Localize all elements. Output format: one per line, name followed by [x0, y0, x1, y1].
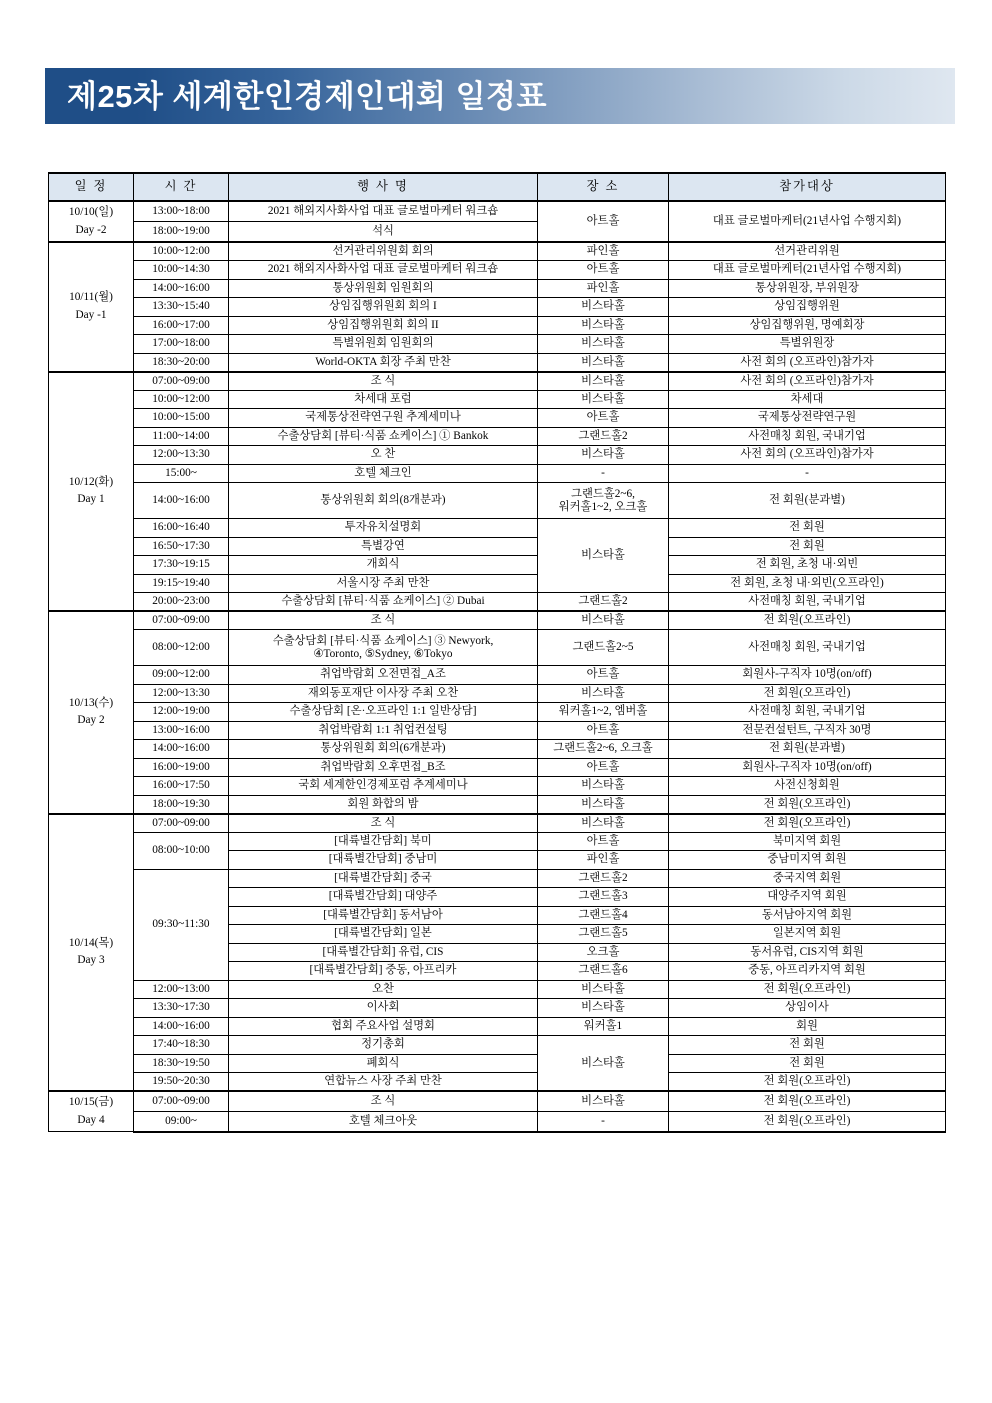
schedule-event-cell: 특별강연	[229, 537, 538, 556]
schedule-date-cell: 10/14(목) Day 3	[49, 814, 134, 1092]
schedule-participants-cell: 전 회원(오프라인)	[669, 1111, 946, 1131]
schedule-participants-cell: 국제통상전략연구원	[669, 409, 946, 428]
schedule-participants-cell: 사전매칭 회원, 국내기업	[669, 427, 946, 446]
schedule-event-cell: 이사회	[229, 999, 538, 1018]
schedule-event-cell: 오 찬	[229, 446, 538, 465]
schedule-event-cell: 협회 주요사업 설명회	[229, 1017, 538, 1036]
schedule-participants-cell: 사전매칭 회원, 국내기업	[669, 703, 946, 722]
schedule-event-cell: [대륙별간담회] 중국	[229, 869, 538, 888]
table-row	[49, 409, 946, 428]
schedule-time-cell: 12:00~19:00	[134, 703, 229, 722]
schedule-participants-cell: 전 회원(오프라인)	[669, 684, 946, 703]
schedule-place-cell: 아트홀	[538, 832, 669, 851]
schedule-place-cell: 비스타홀	[538, 999, 669, 1018]
schedule-event-cell: 정기총회	[229, 1036, 538, 1055]
schedule-time-cell: 12:00~13:00	[134, 980, 229, 999]
schedule-event-cell: 재외동포재단 이사장 주최 오찬	[229, 684, 538, 703]
table-row	[49, 795, 946, 814]
schedule-time-cell: 18:00~19:00	[134, 222, 229, 243]
schedule-participants-cell: 중동, 아프리카지역 회원	[669, 962, 946, 981]
schedule-event-cell: 상임집행위원회 회의 II	[229, 316, 538, 335]
schedule-place-cell: 비스타홀	[538, 1091, 669, 1111]
schedule-participants-cell: 전 회원	[669, 1054, 946, 1073]
schedule-place-cell: 비스타홀	[538, 353, 669, 372]
table-row	[49, 740, 946, 759]
table-row	[49, 721, 946, 740]
schedule-participants-cell: 전 회원(오프라인)	[669, 611, 946, 630]
schedule-place-cell: -	[538, 464, 669, 483]
schedule-participants-cell: 북미지역 회원	[669, 832, 946, 851]
column-header-date: 일 정	[49, 173, 134, 201]
table-row	[49, 464, 946, 483]
table-body	[49, 201, 946, 1132]
table-row	[49, 574, 946, 593]
schedule-time-cell: 19:15~19:40	[134, 574, 229, 593]
schedule-event-cell: 취업박람회 1:1 취업컨설팅	[229, 721, 538, 740]
schedule-time-cell: 09:30~11:30	[134, 869, 229, 980]
table-row	[49, 261, 946, 280]
schedule-participants-cell: 회원사-구직자 10명(on/off)	[669, 758, 946, 777]
schedule-event-cell: 호텔 체크아웃	[229, 1111, 538, 1131]
schedule-time-cell: 10:00~15:00	[134, 409, 229, 428]
schedule-time-cell: 09:00~	[134, 1111, 229, 1131]
schedule-place-cell: 비스타홀	[538, 611, 669, 630]
table-row	[49, 703, 946, 722]
schedule-participants-cell: 상임집행위원	[669, 298, 946, 317]
schedule-participants-cell: 사전 회의 (오프라인)참가자	[669, 446, 946, 465]
schedule-event-cell: 통상위원회 회의(8개분과)	[229, 483, 538, 519]
table-row	[49, 630, 946, 666]
column-header-place: 장 소	[538, 173, 669, 201]
schedule-event-cell: 연합뉴스 사장 주최 만찬	[229, 1073, 538, 1092]
schedule-time-cell: 10:00~14:30	[134, 261, 229, 280]
schedule-participants-cell: 회원	[669, 1017, 946, 1036]
schedule-participants-cell: 전 회원(오프라인)	[669, 980, 946, 999]
schedule-time-cell: 07:00~09:00	[134, 1091, 229, 1111]
schedule-event-cell: [대륙별간담회] 중동, 아프리카	[229, 962, 538, 981]
table-row	[49, 298, 946, 317]
schedule-participants-cell: 선거관리위원	[669, 242, 946, 261]
schedule-place-cell: 그랜드홀2	[538, 427, 669, 446]
table-row	[49, 446, 946, 465]
schedule-place-cell: 그랜드홀2	[538, 593, 669, 612]
schedule-event-cell: 서울시장 주최 만찬	[229, 574, 538, 593]
schedule-time-cell: 14:00~16:00	[134, 483, 229, 519]
schedule-event-cell: 수출상담회 [뷰티·식품 쇼케이스] ③ Newyork, ④Toronto, ⑤Sydney, ⑥Tokyo	[229, 630, 538, 666]
schedule-place-cell: 그랜드홀2~6, 오크홀	[538, 740, 669, 759]
schedule-event-cell: 차세대 포럼	[229, 390, 538, 409]
schedule-participants-cell: 전 회원	[669, 1036, 946, 1055]
schedule-time-cell: 17:00~18:00	[134, 335, 229, 354]
schedule-place-cell: 비스타홀	[538, 335, 669, 354]
schedule-place-cell: 워커홀1~2, 엠버홀	[538, 703, 669, 722]
schedule-place-cell: 아트홀	[538, 666, 669, 685]
table-header	[49, 173, 946, 201]
schedule-event-cell: 특별위원회 임원회의	[229, 335, 538, 354]
schedule-event-cell: 오찬	[229, 980, 538, 999]
schedule-participants-cell: 동서유럽, CIS지역 회원	[669, 943, 946, 962]
schedule-time-cell: 14:00~16:00	[134, 740, 229, 759]
schedule-participants-cell: 사전매칭 회원, 국내기업	[669, 630, 946, 666]
table-row	[49, 999, 946, 1018]
table-row	[49, 593, 946, 612]
schedule-place-cell: 비스타홀	[538, 684, 669, 703]
table-row	[49, 483, 946, 519]
table-row	[49, 1073, 946, 1092]
schedule-place-cell: 아트홀	[538, 409, 669, 428]
schedule-event-cell: 투자유치설명회	[229, 519, 538, 538]
schedule-event-cell: [대륙별간담회] 일본	[229, 925, 538, 944]
schedule-participants-cell: 전문컨설턴트, 구직자 30명	[669, 721, 946, 740]
schedule-participants-cell: 사전 회의 (오프라인)참가자	[669, 353, 946, 372]
table-row	[49, 869, 946, 888]
schedule-event-cell: 수출상담회 [뷰티·식품 쇼케이스] ② Dubai	[229, 593, 538, 612]
schedule-place-cell: 비스타홀	[538, 980, 669, 999]
schedule-event-cell: 조 식	[229, 611, 538, 630]
schedule-date-cell: 10/11(월) Day -1	[49, 242, 134, 372]
schedule-event-cell: 국제통상전략연구원 추계세미나	[229, 409, 538, 428]
schedule-time-cell: 11:00~14:00	[134, 427, 229, 446]
schedule-event-cell: 조 식	[229, 814, 538, 833]
schedule-participants-cell: -	[669, 464, 946, 483]
schedule-place-cell: 비스타홀	[538, 519, 669, 593]
schedule-time-cell: 13:00~16:00	[134, 721, 229, 740]
schedule-participants-cell: 회원사-구직자 10명(on/off)	[669, 666, 946, 685]
schedule-time-cell: 10:00~12:00	[134, 242, 229, 261]
schedule-table-wrapper	[48, 172, 945, 1133]
table-row	[49, 1017, 946, 1036]
table-row	[49, 353, 946, 372]
schedule-event-cell: 2021 해외지사화사업 대표 글로벌마케터 워크숍	[229, 261, 538, 280]
schedule-time-cell: 20:00~23:00	[134, 593, 229, 612]
schedule-event-cell: 호텔 체크인	[229, 464, 538, 483]
schedule-place-cell: 파인홀	[538, 851, 669, 870]
schedule-participants-cell: 전 회원(오프라인)	[669, 795, 946, 814]
schedule-participants-cell: 일본지역 회원	[669, 925, 946, 944]
table-row	[49, 390, 946, 409]
table-row	[49, 1054, 946, 1073]
table-row	[49, 777, 946, 796]
table-row	[49, 832, 946, 851]
schedule-event-cell: 상임집행위원회 회의 I	[229, 298, 538, 317]
schedule-time-cell: 18:30~20:00	[134, 353, 229, 372]
schedule-time-cell: 16:50~17:30	[134, 537, 229, 556]
schedule-time-cell: 13:30~15:40	[134, 298, 229, 317]
table-row	[49, 814, 946, 833]
schedule-event-cell: 폐회식	[229, 1054, 538, 1073]
table-row	[49, 666, 946, 685]
schedule-time-cell: 13:30~17:30	[134, 999, 229, 1018]
schedule-event-cell: [대륙별간담회] 북미	[229, 832, 538, 851]
schedule-place-cell: 그랜드홀2	[538, 869, 669, 888]
schedule-participants-cell: 중남미지역 회원	[669, 851, 946, 870]
schedule-date-cell: 10/15(금) Day 4	[49, 1091, 134, 1132]
schedule-participants-cell: 대표 글로벌마케터(21년사업 수행지회)	[669, 261, 946, 280]
table-row	[49, 611, 946, 630]
table-row	[49, 980, 946, 999]
schedule-time-cell: 16:00~16:40	[134, 519, 229, 538]
schedule-date-cell: 10/12(화) Day 1	[49, 372, 134, 612]
schedule-place-cell: 비스타홀	[538, 316, 669, 335]
schedule-participants-cell: 동서남아지역 회원	[669, 906, 946, 925]
schedule-time-cell: 17:40~18:30	[134, 1036, 229, 1055]
schedule-date-cell: 10/13(수) Day 2	[49, 611, 134, 814]
schedule-date-cell: 10/10(일) Day -2	[49, 201, 134, 242]
schedule-place-cell: 비스타홀	[538, 777, 669, 796]
schedule-event-cell: World-OKTA 회장 주최 만찬	[229, 353, 538, 372]
page-title: 제25차 세계한인경제인대회 일정표	[67, 78, 547, 114]
schedule-time-cell: 16:00~17:50	[134, 777, 229, 796]
table-row	[49, 758, 946, 777]
schedule-time-cell: 08:00~12:00	[134, 630, 229, 666]
schedule-participants-cell: 특별위원장	[669, 335, 946, 354]
table-row	[49, 1036, 946, 1055]
schedule-place-cell: 비스타홀	[538, 298, 669, 317]
schedule-place-cell: 비스타홀	[538, 1036, 669, 1092]
schedule-place-cell: 아트홀	[538, 261, 669, 280]
table-row	[49, 519, 946, 538]
schedule-event-cell: 수출상담회 [뷰티·식품 쇼케이스] ① Bankok	[229, 427, 538, 446]
schedule-event-cell: 개회식	[229, 556, 538, 575]
schedule-time-cell: 18:30~19:50	[134, 1054, 229, 1073]
column-header-event: 행 사 명	[229, 173, 538, 201]
schedule-participants-cell: 상임이사	[669, 999, 946, 1018]
schedule-time-cell: 12:00~13:30	[134, 446, 229, 465]
schedule-participants-cell: 전 회원(분과별)	[669, 740, 946, 759]
schedule-participants-cell: 상임집행위원, 명예회장	[669, 316, 946, 335]
schedule-time-cell: 18:00~19:30	[134, 795, 229, 814]
schedule-place-cell: 비스타홀	[538, 814, 669, 833]
schedule-time-cell: 13:00~18:00	[134, 201, 229, 222]
schedule-place-cell: 아트홀	[538, 201, 669, 242]
schedule-event-cell: [대륙별간담회] 중남미	[229, 851, 538, 870]
schedule-participants-cell: 전 회원	[669, 537, 946, 556]
schedule-time-cell: 07:00~09:00	[134, 814, 229, 833]
schedule-participants-cell: 전 회원(오프라인)	[669, 814, 946, 833]
table-row	[49, 537, 946, 556]
schedule-place-cell: 파인홀	[538, 279, 669, 298]
schedule-place-cell: 비스타홀	[538, 446, 669, 465]
schedule-time-cell: 07:00~09:00	[134, 611, 229, 630]
schedule-time-cell: 14:00~16:00	[134, 1017, 229, 1036]
schedule-time-cell: 14:00~16:00	[134, 279, 229, 298]
table-row	[49, 684, 946, 703]
table-row	[49, 242, 946, 261]
header-row	[49, 173, 946, 201]
schedule-time-cell: 08:00~10:00	[134, 832, 229, 869]
schedule-place-cell: 그랜드홀2~6, 워커홀1~2, 오크홀	[538, 483, 669, 519]
schedule-event-cell: 취업박람회 오전면접_A조	[229, 666, 538, 685]
schedule-event-cell: 선거관리위원회 회의	[229, 242, 538, 261]
schedule-participants-cell: 전 회원(오프라인)	[669, 1091, 946, 1111]
schedule-time-cell: 12:00~13:30	[134, 684, 229, 703]
table-row	[49, 316, 946, 335]
schedule-participants-cell: 전 회원	[669, 519, 946, 538]
schedule-event-cell: 회원 화합의 밤	[229, 795, 538, 814]
schedule-event-cell: [대륙별간담회] 대양주	[229, 888, 538, 907]
title-banner	[45, 68, 955, 124]
table-row	[49, 201, 946, 222]
table-row	[49, 556, 946, 575]
schedule-event-cell: [대륙별간담회] 유럽, CIS	[229, 943, 538, 962]
table-row	[49, 1111, 946, 1131]
schedule-place-cell: 그랜드홀2~5	[538, 630, 669, 666]
schedule-participants-cell: 중국지역 회원	[669, 869, 946, 888]
schedule-place-cell: 비스타홀	[538, 390, 669, 409]
schedule-participants-cell: 대양주지역 회원	[669, 888, 946, 907]
schedule-place-cell: 아트홀	[538, 758, 669, 777]
schedule-time-cell: 07:00~09:00	[134, 372, 229, 391]
schedule-time-cell: 09:00~12:00	[134, 666, 229, 685]
table-row	[49, 335, 946, 354]
schedule-participants-cell: 사전 회의 (오프라인)참가자	[669, 372, 946, 391]
schedule-place-cell: 그랜드홀3	[538, 888, 669, 907]
schedule-table	[48, 172, 946, 1133]
schedule-time-cell: 19:50~20:30	[134, 1073, 229, 1092]
schedule-place-cell: -	[538, 1111, 669, 1131]
schedule-place-cell: 비스타홀	[538, 795, 669, 814]
schedule-participants-cell: 사전매칭 회원, 국내기업	[669, 593, 946, 612]
schedule-event-cell: 2021 해외지사화사업 대표 글로벌마케터 워크숍	[229, 201, 538, 222]
table-row	[49, 1091, 946, 1111]
schedule-event-cell: 조 식	[229, 372, 538, 391]
schedule-event-cell: 국회 세계한인경제포럼 추계세미나	[229, 777, 538, 796]
schedule-place-cell: 파인홀	[538, 242, 669, 261]
schedule-participants-cell: 대표 글로벌마케터(21년사업 수행지회)	[669, 201, 946, 242]
schedule-time-cell: 15:00~	[134, 464, 229, 483]
schedule-place-cell: 워커홀1	[538, 1017, 669, 1036]
schedule-event-cell: 취업박람회 오후면접_B조	[229, 758, 538, 777]
column-header-who: 참가대상	[669, 173, 946, 201]
table-row	[49, 279, 946, 298]
schedule-participants-cell: 전 회원, 초청 내·외빈(오프라인)	[669, 574, 946, 593]
schedule-participants-cell: 전 회원, 초청 내·외빈	[669, 556, 946, 575]
schedule-event-cell: 석식	[229, 222, 538, 243]
schedule-time-cell: 16:00~19:00	[134, 758, 229, 777]
schedule-event-cell: 수출상담회 [온·오프라인 1:1 일반상담]	[229, 703, 538, 722]
schedule-place-cell: 오크홀	[538, 943, 669, 962]
schedule-place-cell: 비스타홀	[538, 372, 669, 391]
schedule-event-cell: 조 식	[229, 1091, 538, 1111]
schedule-event-cell: 통상위원회 임원회의	[229, 279, 538, 298]
schedule-time-cell: 10:00~12:00	[134, 390, 229, 409]
schedule-participants-cell: 사전신청회원	[669, 777, 946, 796]
schedule-participants-cell: 전 회원(분과별)	[669, 483, 946, 519]
schedule-place-cell: 그랜드홀4	[538, 906, 669, 925]
table-row	[49, 427, 946, 446]
schedule-participants-cell: 전 회원(오프라인)	[669, 1073, 946, 1092]
schedule-place-cell: 그랜드홀6	[538, 962, 669, 981]
schedule-event-cell: [대륙별간담회] 동서남아	[229, 906, 538, 925]
schedule-time-cell: 17:30~19:15	[134, 556, 229, 575]
schedule-participants-cell: 차세대	[669, 390, 946, 409]
schedule-participants-cell: 통상위원장, 부위원장	[669, 279, 946, 298]
schedule-event-cell: 통상위원회 회의(6개분과)	[229, 740, 538, 759]
column-header-time: 시 간	[134, 173, 229, 201]
schedule-place-cell: 아트홀	[538, 721, 669, 740]
schedule-time-cell: 16:00~17:00	[134, 316, 229, 335]
schedule-place-cell: 그랜드홀5	[538, 925, 669, 944]
table-row	[49, 372, 946, 391]
